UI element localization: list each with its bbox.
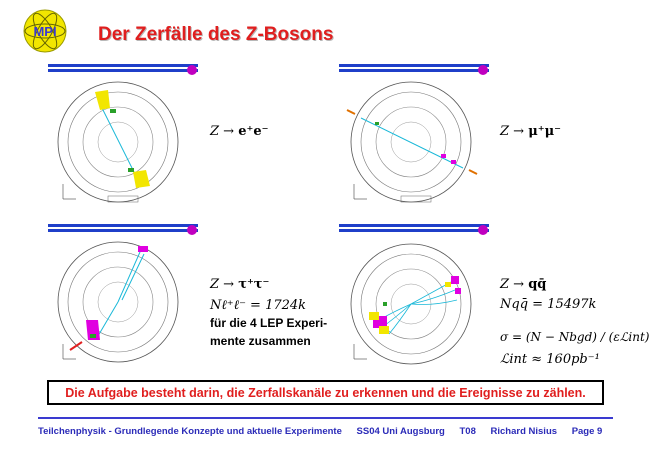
page-title: Der Zerfälle des Z-Bosons	[98, 24, 334, 45]
tau-note-line1: für die 4 LEP Experi-	[210, 316, 328, 330]
task-box	[47, 380, 604, 405]
tau-note-line2: mente zusammen	[210, 334, 311, 348]
footer-course: Teilchenphysik - Grundlegende Konzepte und aktuelle Experimente	[38, 426, 342, 437]
footer-page: Page 9	[571, 426, 603, 437]
label-qq: Z → qq̄	[500, 277, 547, 292]
label-ee: Z → e⁺e⁻	[210, 124, 269, 139]
task-text: Die Aufgabe besteht darin, die Zerfallskanäle zu erkennen und die Ereignisse zu zählen.	[65, 386, 586, 400]
footer-author: Richard Nisius	[490, 426, 558, 437]
footer-code: T08	[459, 426, 476, 437]
footer-term: SS04 Uni Augsburg	[356, 426, 445, 437]
logo-text: MPI	[33, 24, 57, 39]
qq-count: Nqq̄ = 15497k	[500, 297, 597, 312]
event-display-ee	[48, 64, 198, 214]
footer	[38, 426, 602, 437]
label-mumu: Z → μ⁺μ⁻	[500, 124, 561, 139]
event-display-mumu	[339, 64, 489, 214]
mpi-logo	[22, 8, 68, 54]
tau-count: Nℓ⁺ℓ⁻ = 1724k	[210, 298, 307, 313]
footer-rule	[38, 417, 613, 419]
luminosity: ℒint ≈ 160pb⁻¹	[500, 352, 600, 367]
event-display-tautau	[48, 224, 198, 374]
label-tautau: Z → τ⁺τ⁻	[210, 277, 270, 292]
event-display-qq	[339, 224, 489, 374]
sigma-formula: σ = (N − Nbgd) / (εℒint)	[500, 330, 649, 344]
